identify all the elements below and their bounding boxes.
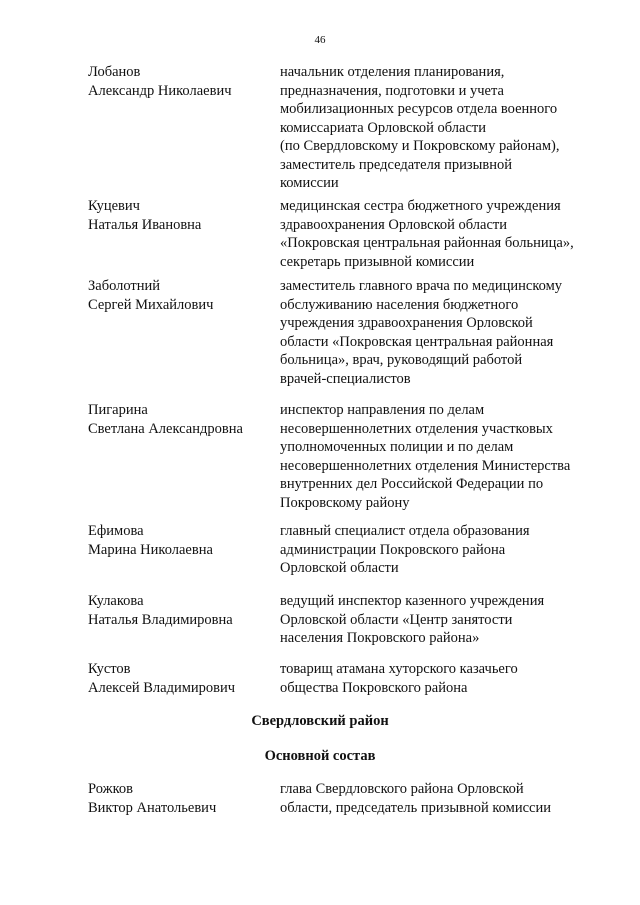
member-given-names: Алексей Владимирович (88, 679, 236, 696)
role-line: Орловской области (280, 560, 399, 576)
role-line: ведущий инспектор казенного учреждения (280, 593, 545, 609)
member-role (280, 780, 600, 817)
member-surname: Пигарина (88, 402, 148, 418)
member-name (88, 592, 273, 629)
role-line: предназначения, подготовки и учета (280, 82, 504, 99)
role-line: заместитель главного врача по медицинскому (280, 278, 563, 294)
section-title: Свердловский район (251, 713, 389, 729)
role-line: несовершеннолетних отделения Министерства (280, 457, 571, 474)
subsection-title: Основной состав (264, 748, 376, 764)
member-name (88, 660, 273, 697)
role-line: населения Покровского района» (280, 630, 480, 646)
role-line: заместитель председателя призывной (280, 156, 512, 173)
member-surname: Кустов (88, 661, 131, 677)
member-surname: Кулакова (88, 593, 144, 609)
member-surname: Лобанов (88, 64, 141, 80)
member-name (88, 780, 273, 817)
role-line: врачей-специалистов (280, 370, 411, 387)
member-surname: Рожков (88, 781, 134, 797)
role-line: Покровскому району (280, 494, 410, 511)
page-number: 46 (314, 34, 326, 46)
member-role (280, 197, 600, 271)
member-role (280, 63, 600, 193)
role-line: (по Свердловскому и Покровскому районам), (280, 138, 560, 154)
member-surname: Ефимова (88, 523, 144, 539)
role-line: здравоохранения Орловской области (280, 216, 507, 233)
role-line: начальник отделения планирования, (280, 64, 505, 80)
member-role (280, 660, 600, 697)
role-line: секретарь призывной комиссии (280, 253, 475, 270)
member-given-names: Марина Николаевна (88, 541, 213, 558)
role-line: инспектор направления по делам (280, 402, 485, 418)
member-given-names: Светлана Александровна (88, 420, 243, 437)
member-given-names: Александр Николаевич (88, 82, 232, 99)
role-line: области «Покровская центральная районная (280, 333, 554, 350)
member-name (88, 522, 273, 559)
role-line: главный специалист отдела образования (280, 523, 530, 539)
role-line: обслуживанию населения бюджетного (280, 296, 519, 313)
role-line: уполномоченных полиции и по делам (280, 439, 514, 455)
member-name (88, 63, 273, 100)
member-given-names: Виктор Анатольевич (88, 799, 217, 816)
member-given-names: Наталья Владимировна (88, 611, 233, 628)
member-role (280, 522, 600, 578)
role-line: медицинская сестра бюджетного учреждения (280, 198, 561, 214)
member-role (280, 592, 600, 648)
role-line: Орловской области «Центр занятости (280, 611, 513, 628)
role-line: области, председатель призывной комиссии (280, 799, 551, 816)
role-line: комиссариата Орловской области (280, 119, 486, 136)
member-role (280, 277, 600, 388)
role-line: несовершеннолетних отделения участковых (280, 420, 553, 437)
role-line: «Покровская центральная районная больница», (280, 235, 574, 251)
member-surname: Заболотний (88, 278, 161, 294)
member-given-names: Сергей Михайлович (88, 296, 214, 313)
role-line: товарищ атамана хуторского казачьего (280, 661, 518, 677)
role-line: комиссии (280, 175, 339, 191)
role-line: общества Покровского района (280, 679, 468, 696)
member-role (280, 401, 600, 512)
member-given-names: Наталья Ивановна (88, 216, 202, 233)
member-surname: Куцевич (88, 198, 140, 214)
role-line: внутренних дел Российской Федерации по (280, 476, 544, 492)
role-line: мобилизационных ресурсов отдела военного (280, 101, 558, 117)
role-line: глава Свердловского района Орловской (280, 781, 524, 797)
role-line: администрации Покровского района (280, 541, 506, 558)
member-name (88, 401, 273, 438)
member-name (88, 197, 273, 234)
member-name (88, 277, 273, 314)
role-line: учреждения здравоохранения Орловской (280, 315, 533, 331)
role-line: больница», врач, руководящий работой (280, 352, 523, 368)
